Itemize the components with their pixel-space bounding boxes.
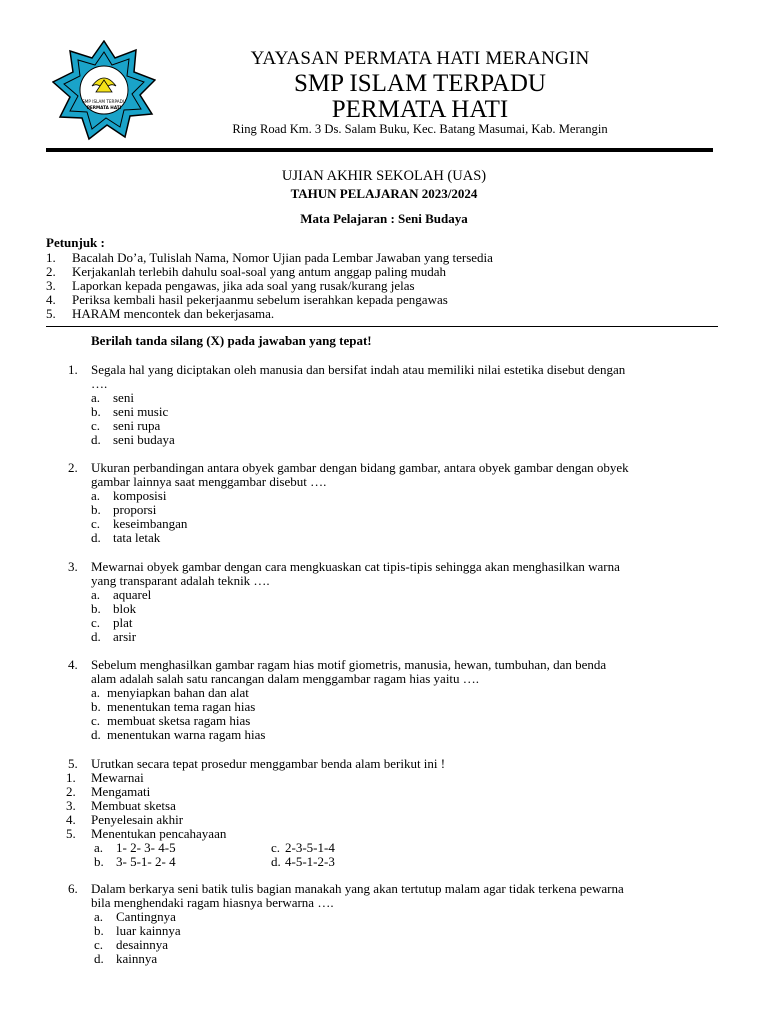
question-number: 3. [68, 559, 78, 574]
option-text: komposisi [113, 488, 167, 503]
option-letter: b. [91, 502, 101, 517]
step-text: Mengamati [91, 784, 151, 799]
option-text: seni [113, 390, 134, 405]
option-letter: b. [91, 404, 101, 419]
step-text: Menentukan pencahayaan [91, 826, 227, 841]
question-number: 2. [68, 460, 78, 475]
option-letter: d. [91, 432, 101, 447]
option-letter: d. [91, 727, 101, 742]
question-text: Sebelum menghasilkan gambar ragam hias motif giometris, manusia, hewan, tumbuhan, dan benda [91, 657, 607, 672]
logo-text-top: SMP ISLAM TERPADU [82, 99, 126, 104]
instruction-text: Kerjakanlah terlebih dahulu soal-soal yang antum anggap paling mudah [72, 264, 446, 279]
option-text: menentukan warna ragam hias [107, 727, 266, 742]
question-text: Ukuran perbandingan antara obyek gambar dengan bidang gambar, antara obyek gambar dengan obyek [91, 460, 629, 475]
instructions-heading: Petunjuk : [46, 235, 105, 250]
step-number: 2. [66, 784, 76, 799]
question-text: yang transparant adalah teknik …. [91, 573, 270, 588]
instruction-text: Laporkan kepada pengawas, jika ada soal yang rusak/kurang jelas [72, 278, 415, 293]
question-text: Dalam berkarya seni batik tulis bagian manakah yang akan tertutup malam agar tidak terkena pewarna [91, 881, 624, 896]
option-text: Cantingnya [116, 909, 176, 924]
option-letter: a. [94, 909, 104, 924]
option-letter: b. [94, 854, 104, 869]
star-emblem-icon [53, 41, 155, 139]
option-text: kainnya [116, 951, 158, 966]
option-letter: c. [91, 615, 101, 630]
school-name-line2: PERMATA HATI [331, 96, 509, 123]
option-text: seni budaya [113, 432, 175, 447]
question-number: 5. [68, 756, 78, 771]
option-text: proporsi [113, 502, 157, 517]
option-letter: b. [91, 699, 101, 714]
option-text: menyiapkan bahan dan alat [107, 685, 249, 700]
question-text: …. [91, 376, 108, 391]
exam-subject: Mata Pelajaran : Seni Budaya [300, 211, 468, 226]
question-text: alam adalah salah satu rancangan dalam menggambar ragam hias yaitu …. [91, 671, 480, 686]
foundation-name: YAYASAN PERMATA HATI MERANGIN [250, 48, 590, 69]
instruction-num: 5. [46, 306, 56, 321]
option-letter: b. [91, 601, 101, 616]
answer-directive: Berilah tanda silang (X) pada jawaban yang tepat! [91, 333, 372, 348]
option-text: aquarel [113, 587, 152, 602]
step-text: Penyelesain akhir [91, 812, 184, 827]
step-number: 4. [66, 812, 76, 827]
option-letter: c. [271, 840, 281, 855]
question-number: 6. [68, 881, 78, 896]
option-letter: a. [91, 390, 101, 405]
question-number: 1. [68, 362, 78, 377]
option-letter: c. [91, 713, 101, 728]
option-text: keseimbangan [113, 516, 188, 531]
option-text: desainnya [116, 937, 168, 952]
question-text: Urutkan secara tepat prosedur menggambar benda alam berikut ini ! [91, 756, 446, 771]
option-letter: c. [91, 418, 101, 433]
option-text: seni music [113, 404, 169, 419]
option-text: 4-5-1-2-3 [285, 854, 335, 869]
step-number: 3. [66, 798, 76, 813]
instruction-text: Bacalah Do’a, Tulislah Nama, Nomor Ujian pada Lembar Jawaban yang tersedia [72, 250, 493, 265]
school-name-line1: SMP ISLAM TERPADU [294, 70, 546, 97]
school-logo [52, 40, 156, 144]
instruction-num: 2. [46, 264, 56, 279]
option-letter: d. [271, 854, 281, 869]
option-text: plat [113, 615, 133, 630]
option-letter: a. [94, 840, 104, 855]
instruction-text: HARAM mencontek dan bekerjasama. [72, 306, 275, 321]
instruction-text: Periksa kembali hasil pekerjaanmu sebelum iserahkan kepada pengawas [72, 292, 448, 307]
step-number: 1. [66, 770, 76, 785]
question-text: Segala hal yang diciptakan oleh manusia dan bersifat indah atau memiliki nilai estetika disebut dengan [91, 362, 626, 377]
instructions-divider [46, 326, 718, 327]
header-divider [46, 148, 713, 152]
option-letter: a. [91, 587, 101, 602]
option-letter: a. [91, 488, 101, 503]
option-text: tata letak [113, 530, 161, 545]
school-address: Ring Road Km. 3 Ds. Salam Buku, Kec. Batang Masumai, Kab. Merangin [232, 122, 608, 136]
step-number: 5. [66, 826, 76, 841]
option-letter: c. [91, 516, 101, 531]
option-letter: b. [94, 923, 104, 938]
instruction-num: 3. [46, 278, 56, 293]
option-text: seni rupa [113, 418, 161, 433]
exam-title: UJIAN AKHIR SEKOLAH (UAS) [281, 168, 487, 184]
option-text: luar kainnya [116, 923, 181, 938]
question-text: Mewarnai obyek gambar dengan cara mengkuaskan cat tipis-tipis sehingga akan menghasilkan warna [91, 559, 620, 574]
option-letter: d. [94, 951, 104, 966]
option-text: 1- 2- 3- 4-5 [116, 840, 176, 855]
option-letter: d. [91, 530, 101, 545]
option-letter: a. [91, 685, 101, 700]
option-text: membuat sketsa ragam hias [107, 713, 251, 728]
option-letter: d. [91, 629, 101, 644]
exam-year: TAHUN PELAJARAN 2023/2024 [290, 186, 478, 201]
option-text: arsir [113, 629, 137, 644]
question-text: gambar lainnya saat menggambar disebut …. [91, 474, 327, 489]
instruction-num: 1. [46, 250, 56, 265]
logo-text-bottom: PERMATA HATI [86, 105, 122, 110]
question-number: 4. [68, 657, 78, 672]
step-text: Mewarnai [91, 770, 144, 785]
option-text: 2-3-5-1-4 [285, 840, 335, 855]
question-text: bila menghendaki ragam hiasnya berwarna …. [91, 895, 334, 910]
step-text: Membuat sketsa [91, 798, 176, 813]
option-text: blok [113, 601, 137, 616]
option-text: 3- 5-1- 2- 4 [116, 854, 176, 869]
option-text: menentukan tema ragan hias [107, 699, 256, 714]
option-letter: c. [94, 937, 104, 952]
instruction-num: 4. [46, 292, 56, 307]
